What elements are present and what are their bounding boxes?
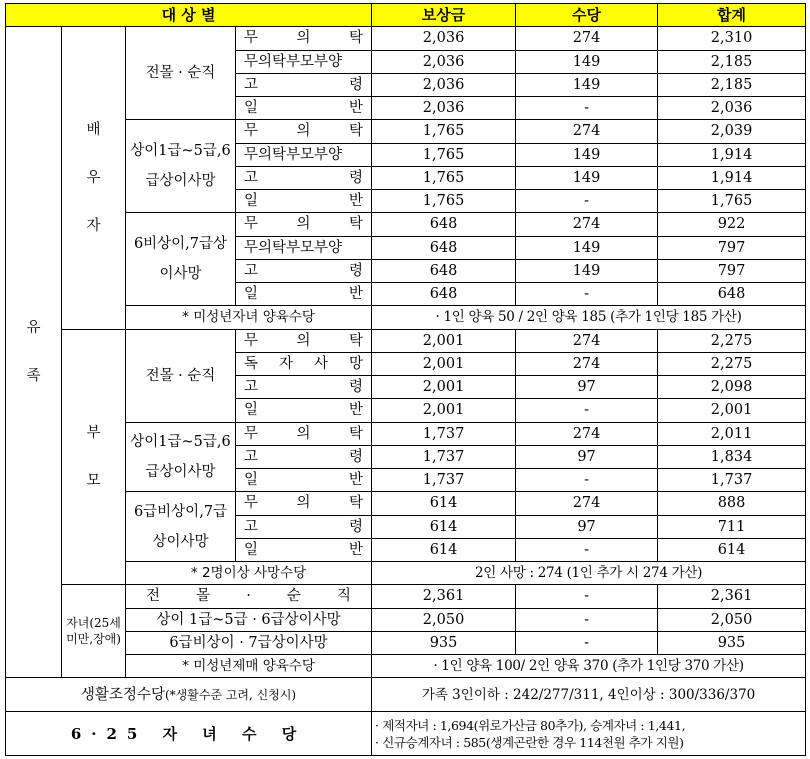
compensation-cell: 2,036 <box>372 50 516 73</box>
type-cell: 무 의 탁 <box>236 492 372 515</box>
type-cell: 6급비상이 · 7급상이사망 <box>126 631 372 654</box>
compensation-table <box>5 3 806 756</box>
label-part: 자 <box>86 217 101 234</box>
allowance-cell: 97 <box>516 445 658 468</box>
compensation-cell: 2,001 <box>372 399 516 422</box>
parents-label <box>62 329 126 585</box>
allowance-cell: - <box>516 283 658 306</box>
type-cell: 무 의 탁 <box>236 27 372 50</box>
total-cell: 922 <box>658 213 806 236</box>
type-cell: 무 의 탁 <box>236 120 372 143</box>
compensation-cell: 2,001 <box>372 376 516 399</box>
compensation-cell: 1,737 <box>372 469 516 492</box>
living-main: 생활조정수당 <box>80 686 165 703</box>
allowance-cell: 274 <box>516 120 658 143</box>
total-cell: 2,185 <box>658 50 806 73</box>
compensation-cell: 1,765 <box>372 166 516 189</box>
total-cell: 2,001 <box>658 399 806 422</box>
compensation-cell: 614 <box>372 515 516 538</box>
label-part: 6급상이사망 <box>145 433 231 480</box>
type-cell: 일 반 <box>236 97 372 120</box>
table-row <box>6 422 806 445</box>
compensation-cell: 614 <box>372 492 516 515</box>
group-label <box>126 213 236 306</box>
group-label <box>126 422 236 492</box>
label-part: 상이1급~5급, <box>130 143 222 160</box>
group-label <box>126 329 236 422</box>
total-cell: 888 <box>658 492 806 515</box>
compensation-cell: 2,361 <box>372 585 516 608</box>
compensation-cell: 2,001 <box>372 352 516 375</box>
total-cell: 711 <box>658 515 806 538</box>
korean-war-line1: · 제적자녀 : 1,694(위로가산금 80추가), 승계자녀 : 1,441, <box>375 717 686 733</box>
table-row <box>6 492 806 515</box>
group-label <box>126 27 236 120</box>
type-cell: 일 반 <box>236 538 372 561</box>
header-total: 합계 <box>658 4 806 27</box>
allowance-cell: - <box>516 97 658 120</box>
compensation-cell: 648 <box>372 236 516 259</box>
type-cell: 일 반 <box>236 283 372 306</box>
header-compensation: 보상금 <box>372 4 516 27</box>
compensation-cell: 935 <box>372 631 516 654</box>
compensation-cell: 2,036 <box>372 27 516 50</box>
bereaved-family-label <box>6 27 62 678</box>
table-row <box>6 329 806 352</box>
total-cell: 2,011 <box>658 422 806 445</box>
type-cell: 고 령 <box>236 166 372 189</box>
label-part: 미만, <box>66 632 94 647</box>
type-cell: 무 의 탁 <box>236 213 372 236</box>
label-part: 전몰 · 순직 <box>145 65 216 82</box>
total-cell: 2,275 <box>658 352 806 375</box>
label-part: 자녀 <box>66 616 90 631</box>
allowance-cell: 149 <box>516 236 658 259</box>
total-cell: 797 <box>658 259 806 282</box>
type-cell: 무 의 탁 <box>236 329 372 352</box>
table-row <box>6 213 806 236</box>
total-cell: 2,039 <box>658 120 806 143</box>
type-cell: 고 령 <box>236 376 372 399</box>
total-cell: 614 <box>658 538 806 561</box>
allowance-cell: 97 <box>516 515 658 538</box>
total-cell: 797 <box>658 236 806 259</box>
label-part: 유 <box>26 320 41 337</box>
allowance-cell: 274 <box>516 27 658 50</box>
type-cell: 독 자 사 망 <box>236 352 372 375</box>
korean-war-row <box>6 712 806 756</box>
note-value: · 1인 양육 100/ 2인 양육 370 (추가 1인당 370 가산) <box>372 655 806 678</box>
compensation-cell: 1,765 <box>372 190 516 213</box>
label-part: 부 <box>86 424 101 441</box>
type-cell: 고 령 <box>236 259 372 282</box>
header-row <box>6 4 806 27</box>
label-part: 6비상이, <box>133 236 190 253</box>
allowance-cell: 149 <box>516 166 658 189</box>
compensation-cell: 1,765 <box>372 143 516 166</box>
total-cell: 1,834 <box>658 445 806 468</box>
label-part: 6급상이사망 <box>145 143 231 190</box>
label-part: 7급상이사망 <box>152 503 228 550</box>
living-allowance-row <box>6 678 806 712</box>
compensation-cell: 1,737 <box>372 422 516 445</box>
allowance-cell: - <box>516 585 658 608</box>
compensation-cell: 2,050 <box>372 608 516 631</box>
note-value: · 1인 양육 50 / 2인 양육 185 (추가 1인당 185 가산) <box>372 306 806 329</box>
label-part: 전몰 · 순직 <box>145 367 216 384</box>
allowance-cell: 149 <box>516 50 658 73</box>
type-cell: 고 령 <box>236 445 372 468</box>
allowance-cell: - <box>516 469 658 492</box>
group-label <box>126 120 236 213</box>
compensation-cell: 2,036 <box>372 73 516 96</box>
total-cell: 648 <box>658 283 806 306</box>
note-row <box>6 655 806 678</box>
header-category: 대 상 별 <box>6 4 372 27</box>
total-cell: 2,310 <box>658 27 806 50</box>
allowance-cell: - <box>516 399 658 422</box>
type-cell: 무의탁부모부양 <box>236 50 372 73</box>
label-part: 배 <box>86 121 101 138</box>
total-cell: 1,737 <box>658 469 806 492</box>
children-label <box>62 585 126 678</box>
living-sub: (*생활수준 고려, 신청시) <box>164 687 297 702</box>
total-cell: 1,765 <box>658 190 806 213</box>
label-part: 7급상이사망 <box>159 236 228 283</box>
allowance-cell: - <box>516 608 658 631</box>
note-row <box>6 306 806 329</box>
compensation-cell: 648 <box>372 213 516 236</box>
type-cell: 무의탁부모부양 <box>236 143 372 166</box>
table-row <box>6 631 806 654</box>
note-label: * 미성년자녀 양육수당 <box>126 306 372 329</box>
compensation-cell: 648 <box>372 283 516 306</box>
total-cell: 935 <box>658 631 806 654</box>
allowance-cell: - <box>516 631 658 654</box>
type-cell: 일 반 <box>236 469 372 492</box>
allowance-cell: 149 <box>516 143 658 166</box>
note-label: * 2명이상 사망수당 <box>126 562 372 585</box>
korean-war-line2: · 신규승계자녀 : 585(생계곤란한 경우 114천원 추가 지원) <box>375 734 684 750</box>
type-cell: 무 의 탁 <box>236 422 372 445</box>
label-part: 상이1급~5급, <box>130 433 222 450</box>
type-cell: 고 령 <box>236 515 372 538</box>
compensation-cell: 2,036 <box>372 97 516 120</box>
label-part: 모 <box>86 472 101 489</box>
total-cell: 2,361 <box>658 585 806 608</box>
allowance-cell: 274 <box>516 352 658 375</box>
total-cell: 2,098 <box>658 376 806 399</box>
type-cell: 상이 1급~5급 · 6급상이사망 <box>126 608 372 631</box>
type-cell: 무의탁부모부양 <box>236 236 372 259</box>
note-value: 2인 사망 : 274 (1인 추가 시 274 가산) <box>372 562 806 585</box>
total-cell: 2,185 <box>658 73 806 96</box>
korean-war-label: 6·25 자 녀 수 당 <box>6 712 372 756</box>
type-cell: 전 몰 · 순 직 <box>126 585 372 608</box>
spouse-label <box>62 27 126 329</box>
total-cell: 2,036 <box>658 97 806 120</box>
living-allowance-value: 가족 3인이하 : 242/277/311, 4인이상 : 300/336/370 <box>372 678 806 712</box>
total-cell: 1,914 <box>658 143 806 166</box>
type-cell: 고 령 <box>236 73 372 96</box>
compensation-cell: 2,001 <box>372 329 516 352</box>
allowance-cell: 274 <box>516 492 658 515</box>
allowance-cell: 274 <box>516 213 658 236</box>
table-row <box>6 120 806 143</box>
type-cell: 일 반 <box>236 190 372 213</box>
allowance-cell: - <box>516 538 658 561</box>
compensation-cell: 648 <box>372 259 516 282</box>
allowance-cell: 149 <box>516 259 658 282</box>
allowance-cell: 149 <box>516 73 658 96</box>
type-cell: 일 반 <box>236 399 372 422</box>
label-part: 족 <box>26 368 41 385</box>
note-row <box>6 562 806 585</box>
label-part: 6급비상이, <box>133 503 204 520</box>
compensation-cell: 614 <box>372 538 516 561</box>
korean-war-value <box>372 712 806 756</box>
table-row <box>6 585 806 608</box>
group-label <box>126 492 236 562</box>
total-cell: 2,050 <box>658 608 806 631</box>
note-label: * 미성년제매 양육수당 <box>126 655 372 678</box>
label-part: 장애) <box>93 632 121 647</box>
label-part: 우 <box>86 169 101 186</box>
header-allowance: 수당 <box>516 4 658 27</box>
compensation-cell: 1,765 <box>372 120 516 143</box>
total-cell: 1,914 <box>658 166 806 189</box>
compensation-cell: 1,737 <box>372 445 516 468</box>
label-part: (25세 <box>89 616 121 631</box>
total-cell: 2,275 <box>658 329 806 352</box>
allowance-cell: 274 <box>516 329 658 352</box>
allowance-cell: 97 <box>516 376 658 399</box>
allowance-cell: - <box>516 190 658 213</box>
allowance-cell: 274 <box>516 422 658 445</box>
living-allowance-label <box>6 678 372 712</box>
table-row <box>6 27 806 50</box>
table-row <box>6 608 806 631</box>
